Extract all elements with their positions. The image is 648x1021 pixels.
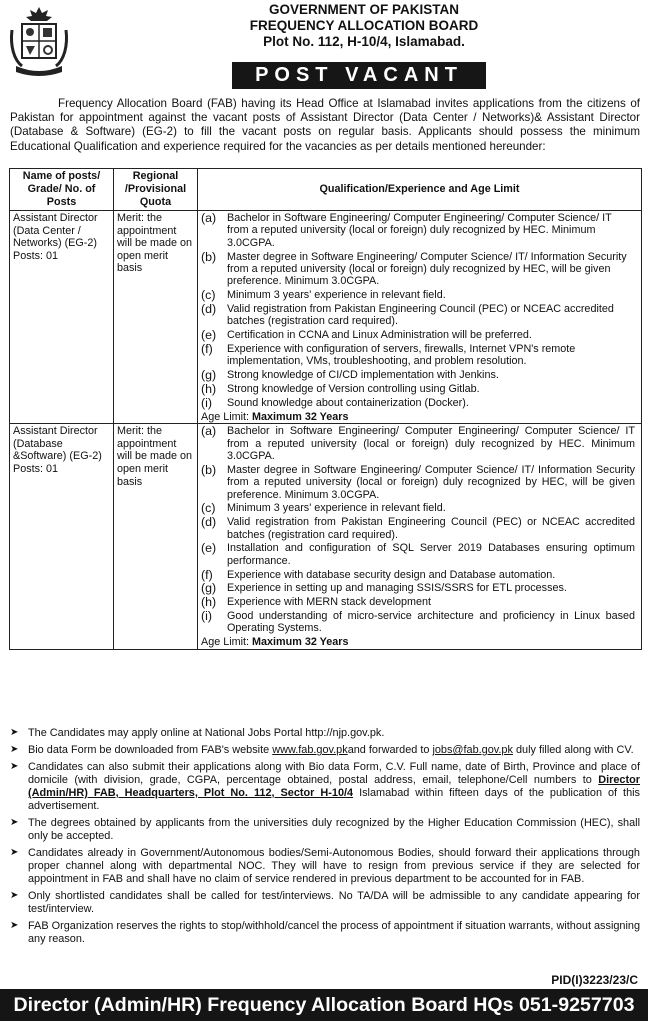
arrow-bullet-icon: ➤ (10, 846, 19, 858)
list-item: ➤ Bio data Form be downloaded from FAB's website www.fab.gov.pkand forwarded to jobs@fab.gov.pk duly filled along with CV. (10, 744, 634, 757)
address: Plot No. 112, H-10/4, Islamabad. (263, 34, 465, 49)
intro-paragraph: Frequency Allocation Board (FAB) having its Head Office at Islamabad invites applications from the citizens of Pakistan for appointment against the vacant posts of Assistant Director (Data Center / Networks)& Assistant Director (Database & Software) (EG-2) to fill the vacant posts on regular basis. Applicants should possess the minimum Educational Qualification and experience required for the vacancies as per details mentioned hereunder: (10, 97, 640, 153)
government-emblem-icon (8, 4, 70, 78)
list-item: (e) Installation and configuration of SQL Server 2019 Databases ensuring optimum performance. (201, 541, 635, 567)
post-count: Posts: 01 (13, 249, 59, 262)
list-item: ➤ Candidates already in Government/Autonomous bodies/Semi-Autonomous Bodies, should forward their applications through proper channel along with departmental NOC. They will have to resign from previous service if they are selected for appointment in FAB and shall have no claim of service rendered in previous department to be accounted for in FAB. (10, 846, 640, 885)
list-item: (a) Bachelor in Software Engineering/ Computer Engineering/ Computer Science/ IT from a reputed university (local or foreign) duly recognized by HEC. Minimum 3.0CGPA. (201, 211, 612, 249)
list-item: (c) Minimum 3 years' experience in relevant field. (201, 288, 446, 303)
list-item: (g) Experience in setting up and managing SSIS/SSRS for ETL processes. (201, 581, 567, 596)
org-title: GOVERNMENT OF PAKISTAN (268, 2, 459, 17)
list-item: (b) Master degree in Software Engineering/ Computer Science/ IT/ Information Security from a reputed university (local or foreign) duly recognized by HEC, will be given preference. Minimum 3.0CGPA. (201, 462, 635, 501)
post-name-cell (10, 211, 114, 424)
header (0, 0, 648, 92)
list-item: ➤ Candidates can also submit their applications along with Bio data Form, C.V. Full name, date of Birth, Province and place of domicile (with division, grade, CGPA, percentage obtained, postal address, email, telephone/Cell numbers to Director (Admin/HR) FAB, Headquarters, Plot No. 112, Sector H-10/4 Islamabad within fifteen days of the publication of this advertisement. (10, 761, 640, 812)
post-name-cell (10, 424, 114, 650)
list-item: ➤ The degrees obtained by applicants from the universities duly recognized by the Higher Education Commission (HEC), shall only be accepted. (10, 816, 640, 842)
list-item: (i) Good understanding of micro-service architecture and proficiency in Linux based Operating Systems. (201, 609, 635, 635)
list-item: ➤ Only shortlisted candidates shall be called for test/interviews. No TA/DA will be admissible to any candidate appearing for test/interview. (10, 889, 640, 915)
post-count: Posts: 01 (13, 462, 59, 475)
list-item: (f) Experience with database security design and Database automation. (201, 567, 556, 582)
arrow-bullet-icon: ➤ (10, 761, 19, 773)
list-item: (b) Master degree in Software Engineering/ Computer Science/ IT/ Information Security from a reputed university (local or foreign) duly recognized by HEC, will be given preference. Minimum 3.0CGPA. (201, 249, 627, 288)
list-item: (e) Certification in CCNA and Linux Administration will be preferred. (201, 328, 532, 343)
pid-code: PID(I)3223/23/C (551, 973, 638, 987)
list-item: (d) Valid registration from Pakistan Engineering Council (PEC) or NCEAC accredited batches (registration card required). (201, 515, 635, 541)
list-item: (a) Bachelor in Software Engineering/ Computer Engineering/ Computer Science/ IT from a reputed university (local or foreign) duly recognized by HEC. Minimum 3.0CGPA. (201, 424, 635, 463)
table-header-row (10, 169, 642, 211)
list-item: (f) Experience with configuration of servers, firewalls, Internet VPN's remote implementation, VMs, troubleshooting, and problem resolution. (201, 342, 576, 368)
quota-cell: Merit: the appointment will be made on open merit basis (114, 424, 198, 650)
list-item: ➤ The Candidates may apply online at National Jobs Portal http://njp.gov.pk. (10, 727, 385, 739)
post-name: Assistant Director (Database &Software) (EG-2) (13, 425, 102, 463)
quota-cell: Merit: the appointment will be made on open merit basis (114, 211, 198, 424)
arrow-bullet-icon: ➤ (10, 744, 19, 756)
post-name: Assistant Director (Data Center / Networks) (EG-2) (13, 212, 98, 250)
post-vacant-banner: POST VACANT (232, 62, 486, 89)
website-link[interactable]: www.fab.gov.pk (272, 744, 348, 757)
submission-address: Director (Admin/HR) FAB, Headquarters, Plot No. 112, Sector H-10/4 (28, 774, 640, 799)
header-quota: Regional /Provisional Quota (114, 169, 198, 211)
list-item: (h) Strong knowledge of Version controlling using Gitlab. (201, 382, 480, 397)
board-title: FREQUENCY ALLOCATION BOARD (249, 18, 479, 33)
arrow-bullet-icon: ➤ (10, 889, 19, 901)
list-item: ➤ FAB Organization reserves the rights to stop/withhold/cancel the process of appointment if situation warrants, without assigning any reason. (10, 919, 641, 945)
list-item: (i) Sound knowledge about containerization (Docker). (201, 395, 469, 410)
table-row (10, 211, 642, 424)
age-limit: Age Limit: Maximum 32 Years (201, 410, 349, 423)
posts-table (9, 168, 642, 650)
arrow-bullet-icon: ➤ (10, 727, 19, 738)
qualification-cell (198, 211, 642, 424)
list-item: (c) Minimum 3 years' experience in relevant field. (201, 501, 446, 516)
arrow-bullet-icon: ➤ (10, 816, 19, 828)
list-item: (d) Valid registration from Pakistan Engineering Council (PEC) or NCEAC accredited batches (registration card required). (201, 302, 614, 328)
footer-banner: Director (Admin/HR) Frequency Allocation Board HQs 051-9257703 (0, 989, 648, 1021)
qualification-cell (198, 424, 642, 650)
arrow-bullet-icon: ➤ (10, 919, 19, 931)
age-limit: Age Limit: Maximum 32 Years (201, 636, 349, 649)
instructions-list (10, 727, 640, 950)
header-name-of-posts: Name of posts/ Grade/ No. of Posts (10, 169, 114, 211)
header-qualification: Qualification/Experience and Age Limit (198, 169, 642, 211)
email-link[interactable]: jobs@fab.gov.pk (432, 744, 513, 757)
list-item: (g) Strong knowledge of CI/CD implementation with Jenkins. (201, 368, 499, 383)
table-row (10, 424, 642, 650)
list-item: (h) Experience with MERN stack development (201, 595, 432, 610)
